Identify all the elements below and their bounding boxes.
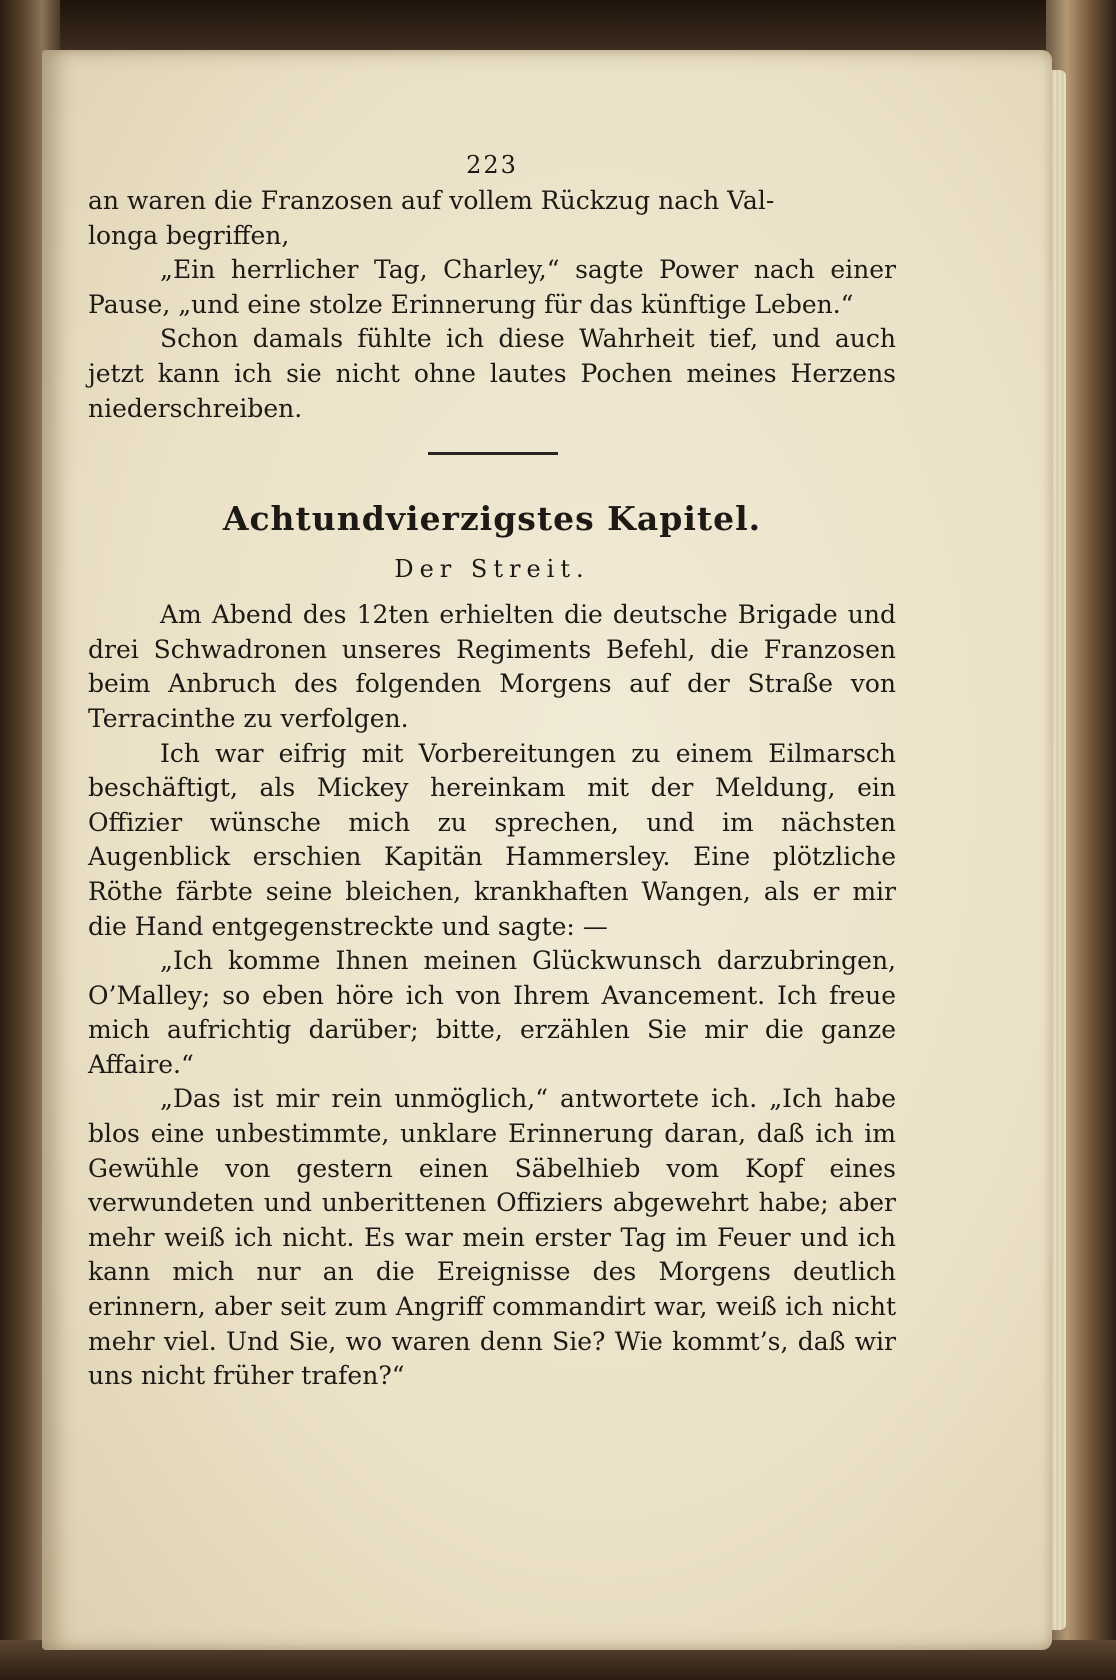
paragraph: „Ich komme Ihnen meinen Glückwunsch darzubringen, O’Malley; so eben höre ich von Ihrem Avancement. Ich freue mich aufrichtig darüber; bitte, erzählen Sie mir die ganze Affaire.“ [88,946,896,1079]
text-line: longa begriffen, [88,220,290,250]
paragraph: „Ein herrlicher Tag, Charley,“ sagte Power nach einer Pause, „und eine stolze Erinnerung für das künftige Leben.“ [88,255,896,319]
chapter-subtitle: Der Streit. [394,555,590,584]
book-cover-top [0,0,1116,50]
paragraph: Schon damals fühlte ich diese Wahrheit tief, und auch jetzt kann ich sie nicht ohne lautes Pochen meines Herzens niederschreiben. [88,324,896,423]
page-text [88,148,896,1394]
chapter-title: Achtundvierzigstes Kapitel. [222,499,762,539]
page-number: 223 [466,151,518,179]
divider-line [428,452,558,455]
section-divider [88,426,896,496]
text-line: an waren die Franzosen auf vollem Rückzug nach Val- [88,186,775,215]
paragraph: „Das ist mir rein unmöglich,“ antwortete ich. „Ich habe blos eine unbestimmte, unklare Erinnerung daran, daß ich im Gewühle von gestern einen Säbelhieb vom Kopf eines verwundeten und unberittenen Offiziers abgewehrt habe; aber mehr weiß ich nicht. Es war mein erster Tag im Feuer und ich kann mich nur an die Ereignisse des Morgens deutlich erinnern, aber seit zum Angriff commandirt war, weiß ich nicht mehr viel. Und Sie, wo waren denn Sie? Wie kommt’s, daß wir uns nicht früher trafen?“ [88,1084,896,1391]
paragraph: Ich war eifrig mit Vorbereitungen zu einem Eilmarsch beschäftigt, als Mickey hereinkam mit der Meldung, ein Offizier wünsche mich zu sprechen, und im nächsten Augenblick erschien Kapitän Hammersley. Eine plötzliche Röthe färbte seine bleichen, krankhaften Wangen, als er mir die Hand entgegenstreckte und sagte: — [88,738,896,941]
paragraph: Am Abend des 12ten erhielten die deutsche Brigade und drei Schwadronen unseres Regiments Befehl, die Franzosen beim Anbruch des folgenden Morgens auf der Straße von Terracinthe zu verfolgen. [88,600,896,733]
